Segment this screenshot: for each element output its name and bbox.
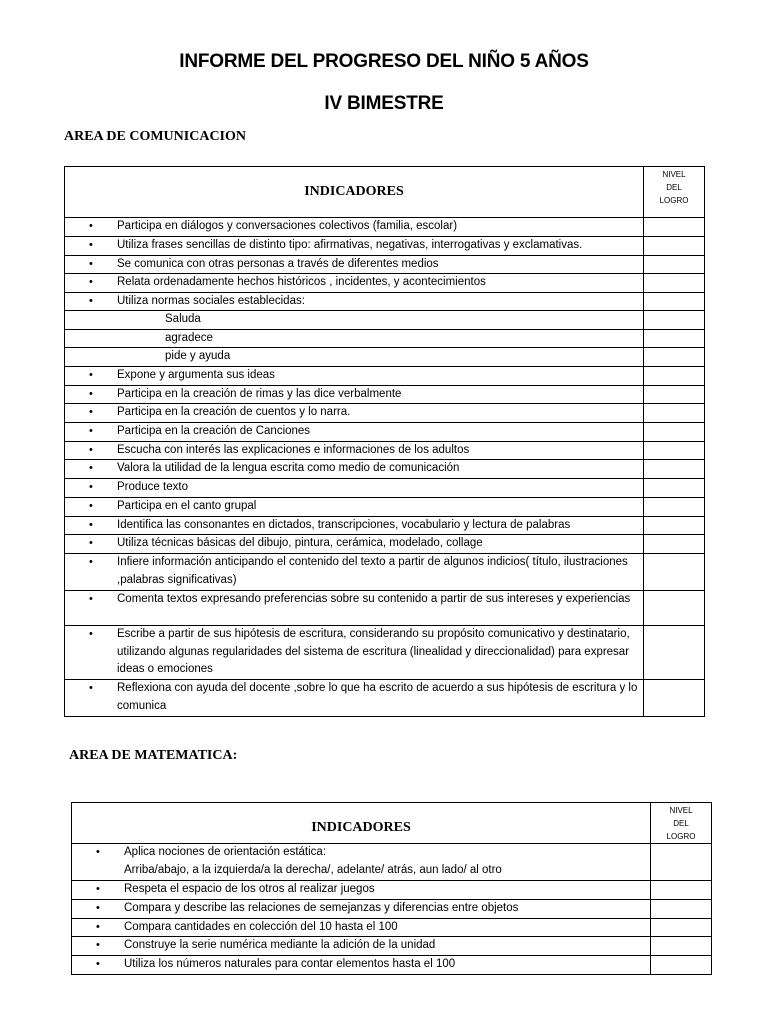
nivel-label: NIVEL: [669, 806, 693, 815]
document-subtitle: IV BIMESTRE: [324, 93, 444, 114]
logro-label: LOGRO: [666, 832, 696, 841]
table-row: [72, 918, 712, 937]
indicator-text: Utiliza técnicas básicas del dibujo, pintura, cerámica, modelado, collage: [117, 537, 483, 549]
bullet-icon: •: [96, 920, 100, 933]
indicator-cell: [65, 385, 644, 404]
nivel-logro-cell[interactable]: [644, 237, 705, 256]
indicator-text: Infiere información anticipando el contenido del texto a partir de algunos indicios( título, ilustraciones ,palabras significativas): [117, 556, 628, 586]
nivel-logro-cell[interactable]: [644, 255, 705, 274]
bullet-icon: •: [89, 593, 93, 605]
bullet-icon: •: [89, 368, 93, 381]
indicator-cell: [65, 292, 644, 311]
nivel-logro-cell[interactable]: [644, 385, 705, 404]
indicator-cell: [65, 311, 644, 330]
bullet-icon: •: [89, 406, 93, 418]
indicator-cell: [65, 423, 644, 442]
bullet-icon: •: [89, 518, 93, 531]
column-header-indicadores: INDICADORES: [72, 803, 651, 844]
table-row: [65, 292, 705, 311]
nivel-logro-cell[interactable]: [644, 497, 705, 516]
nivel-logro-cell[interactable]: [644, 348, 705, 367]
indicator-text: Participa en el canto grupal: [117, 499, 257, 512]
indicator-text: Valora la utilidad de la lengua escrita como medio de comunicación: [117, 462, 460, 474]
indicator-text: Participa en la creación de rimas y las dice verbalmente: [117, 387, 402, 400]
indicator-cell: [65, 274, 644, 293]
indicator-text: Utiliza los números naturales para contar elementos hasta el 100: [124, 958, 456, 970]
bullet-icon: •: [89, 462, 93, 474]
section-heading-comunicacion: AREA DE COMUNICACION: [64, 129, 247, 144]
table-row: [72, 844, 712, 881]
bullet-icon: •: [89, 220, 93, 232]
column-header-nivel-logro: [644, 167, 705, 218]
nivel-logro-cell[interactable]: [644, 274, 705, 293]
nivel-logro-cell[interactable]: [644, 366, 705, 385]
nivel-logro-cell[interactable]: [651, 937, 712, 956]
indicator-text: Saluda: [165, 313, 201, 325]
indicator-text: Expone y argumenta sus ideas: [117, 368, 275, 381]
indicator-cell: [65, 404, 644, 423]
bullet-icon: •: [89, 556, 93, 568]
nivel-logro-cell[interactable]: [651, 844, 712, 881]
table-row: [72, 881, 712, 900]
bullet-icon: •: [96, 846, 100, 858]
document-title: INFORME DEL PROGRESO DEL NIÑO 5 AÑOS: [179, 51, 589, 72]
indicator-cell: [65, 441, 644, 460]
comunicacion-table: [64, 166, 705, 717]
table-row: [65, 237, 705, 256]
bullet-icon: •: [89, 537, 93, 549]
table-row: [65, 591, 705, 626]
matematica-table: [71, 802, 712, 975]
nivel-logro-cell[interactable]: [651, 881, 712, 900]
indicator-text: Utiliza normas sociales establecidas:: [117, 294, 305, 307]
indicator-text: Participa en la creación de Canciones: [117, 425, 311, 437]
indicator-text: Aplica nociones de orientación estática:: [124, 846, 327, 858]
indicator-cell: [65, 460, 644, 479]
del-label: DEL: [666, 183, 682, 192]
bullet-icon: •: [89, 239, 93, 251]
nivel-logro-cell[interactable]: [644, 680, 705, 717]
indicator-text: Participa en diálogos y conversaciones colectivos (familia, escolar): [117, 220, 458, 232]
indicator-text-continued: Arriba/abajo, a la izquierda/a la derecha/, adelante/ atrás, aun lado/ al otro: [124, 863, 502, 876]
bullet-icon: •: [89, 257, 93, 270]
bullet-icon: •: [89, 276, 93, 288]
table-row: [65, 423, 705, 442]
table-row: [65, 255, 705, 274]
indicator-cell: [65, 255, 644, 274]
table-row: [65, 366, 705, 385]
indicator-cell: [72, 937, 651, 956]
nivel-logro-cell[interactable]: [644, 329, 705, 348]
indicator-text: agradece: [165, 331, 213, 344]
nivel-logro-cell[interactable]: [644, 516, 705, 535]
indicator-cell: [65, 554, 644, 591]
nivel-logro-cell[interactable]: [644, 441, 705, 460]
bullet-icon: •: [89, 682, 93, 694]
indicator-cell: [65, 237, 644, 256]
table-row: [65, 404, 705, 423]
indicator-text: Respeta el espacio de los otros al realizar juegos: [124, 883, 375, 895]
column-header-indicadores: INDICADORES: [65, 167, 644, 218]
indicator-text: Comenta textos expresando preferencias sobre su contenido a partir de sus intereses y experiencias: [117, 593, 631, 605]
indicator-text: Utiliza frases sencillas de distinto tipo: afirmativas, negativas, interrogativas y exclamativas.: [117, 239, 583, 251]
bullet-icon: •: [96, 883, 100, 895]
indicator-cell: [65, 348, 644, 367]
table-row: [65, 441, 705, 460]
indicator-cell: [65, 479, 644, 498]
nivel-logro-cell[interactable]: [644, 311, 705, 330]
table-row: [72, 900, 712, 919]
table-row: [65, 274, 705, 293]
nivel-logro-cell[interactable]: [644, 423, 705, 442]
bullet-icon: •: [89, 499, 93, 512]
indicator-text: Escucha con interés las explicaciones e informaciones de los adultos: [117, 443, 470, 456]
indicator-text: Escribe a partir de sus hipótesis de escritura, considerando su propósito comunicativo y destinatario, utilizando algunas regularidades del sistema de escritura (linealidad y direccionalidad) para expresar ideas o emociones: [117, 628, 630, 675]
indicator-cell: [72, 844, 651, 881]
bullet-icon: •: [96, 939, 100, 951]
logro-label: LOGRO: [659, 196, 689, 205]
bullet-icon: •: [89, 481, 93, 493]
indicator-cell: [72, 956, 651, 975]
del-label: DEL: [673, 819, 689, 828]
nivel-logro-cell[interactable]: [644, 626, 705, 680]
indicator-text: Identifica las consonantes en dictados, transcripciones, vocabulario y lectura de palabras: [117, 518, 571, 531]
table-row: [65, 479, 705, 498]
bullet-icon: •: [89, 443, 93, 456]
bullet-icon: •: [96, 958, 100, 970]
indicator-cell: [65, 366, 644, 385]
nivel-label: NIVEL: [662, 170, 686, 179]
indicator-cell: [65, 497, 644, 516]
bullet-icon: •: [89, 387, 93, 400]
nivel-logro-cell[interactable]: [644, 292, 705, 311]
table-row: [65, 385, 705, 404]
bullet-icon: •: [96, 902, 100, 914]
indicator-cell: [65, 535, 644, 554]
indicator-cell: [65, 218, 644, 237]
nivel-logro-cell[interactable]: [644, 591, 705, 626]
table-row: [65, 516, 705, 535]
table-row: [65, 626, 705, 680]
nivel-logro-cell[interactable]: [644, 404, 705, 423]
indicator-text: Produce texto: [117, 481, 188, 493]
table-row: [72, 937, 712, 956]
table-row: [65, 329, 705, 348]
indicator-text: Relata ordenadamente hechos históricos , incidentes, y acontecimientos: [117, 276, 486, 288]
table-row: [72, 956, 712, 975]
indicator-cell: [65, 329, 644, 348]
indicator-text: pide y ayuda: [165, 350, 231, 362]
indicator-cell: [65, 680, 644, 717]
nivel-logro-cell[interactable]: [651, 918, 712, 937]
indicator-cell: [72, 881, 651, 900]
table-row: [65, 535, 705, 554]
nivel-logro-cell[interactable]: [644, 218, 705, 237]
nivel-logro-cell[interactable]: [644, 535, 705, 554]
indicator-cell: [65, 591, 644, 626]
indicator-cell: [72, 918, 651, 937]
table-row: [65, 218, 705, 237]
nivel-logro-cell[interactable]: [651, 956, 712, 975]
section-heading-matematica: AREA DE MATEMATICA:: [69, 748, 238, 763]
indicator-text: Construye la serie numérica mediante la adición de la unidad: [124, 939, 436, 951]
table-row: [65, 497, 705, 516]
indicator-text: Participa en la creación de cuentos y lo narra.: [117, 406, 351, 418]
nivel-logro-cell[interactable]: [644, 460, 705, 479]
indicator-cell: [72, 900, 651, 919]
table-row: [65, 460, 705, 479]
bullet-icon: •: [89, 425, 93, 437]
indicator-text: Compara y describe las relaciones de semejanzas y diferencias entre objetos: [124, 902, 519, 914]
indicator-text: Se comunica con otras personas a través de diferentes medios: [117, 257, 439, 270]
bullet-icon: •: [89, 294, 93, 307]
indicator-cell: [65, 626, 644, 680]
table-row: [65, 348, 705, 367]
nivel-logro-cell[interactable]: [651, 900, 712, 919]
table-row: [65, 311, 705, 330]
table-row: [65, 554, 705, 591]
column-header-nivel-logro: [651, 803, 712, 844]
table-row: [65, 680, 705, 717]
indicator-text: Compara cantidades en colección del 10 hasta el 100: [124, 920, 398, 933]
nivel-logro-cell[interactable]: [644, 554, 705, 591]
bullet-icon: •: [89, 628, 93, 640]
indicator-text: Reflexiona con ayuda del docente ,sobre lo que ha escrito de acuerdo a sus hipótesis de escritura y lo comunica: [117, 682, 638, 712]
nivel-logro-cell[interactable]: [644, 479, 705, 498]
indicator-cell: [65, 516, 644, 535]
